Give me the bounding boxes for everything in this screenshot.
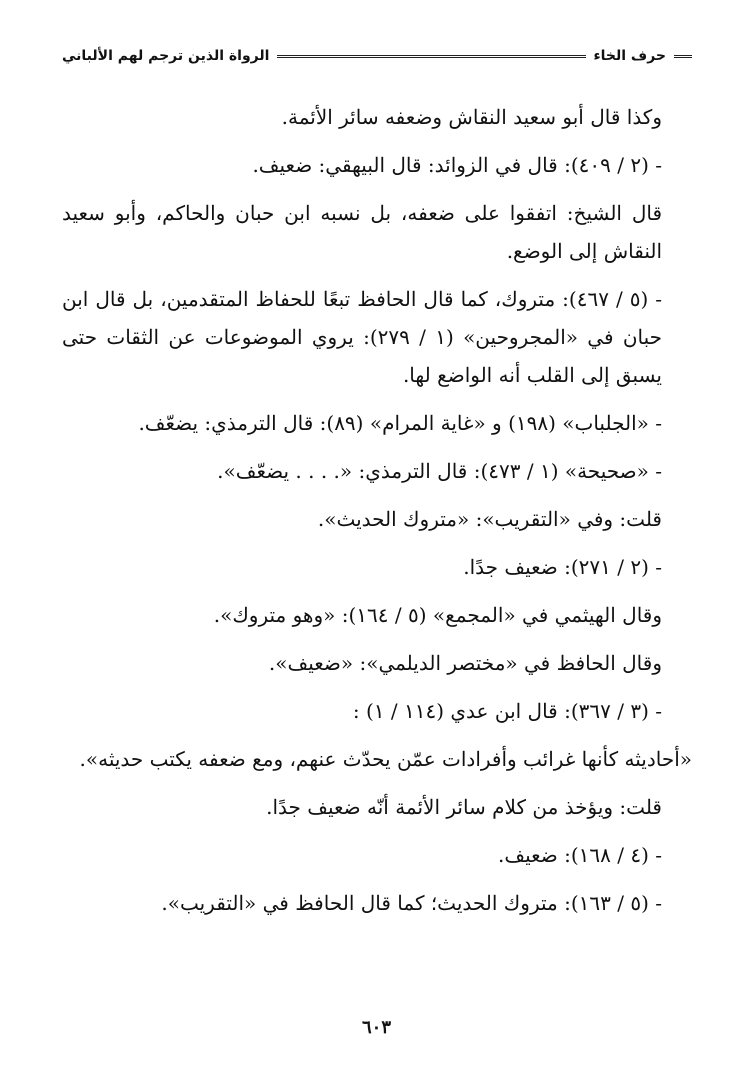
paragraph: - (٣ / ٣٦٧): قال ابن عدي (١١٤ / ١) : <box>352 699 662 723</box>
paragraph: قلت: وفي «التقريب»: «متروك الحديث». <box>317 507 662 531</box>
page-body <box>62 98 692 932</box>
header-rule <box>277 55 585 58</box>
paragraph: - (٢ / ٢٧١): ضعيف جدًا. <box>463 555 662 579</box>
paragraph: - (٥ / ٤٦٧): متروك، كما قال الحافظ تبعًا للحفاظ المتقدمين، بل قال ابن حبان في «المجروحين» (١ / ٢٧٩): يروي الموضوعات عن الثقات حتى يسبق إلى القلب أنه الواضع لها. <box>62 287 662 387</box>
paragraph: - (٢ / ٤٠٩): قال في الزوائد: قال البيهقي: ضعيف. <box>252 153 662 177</box>
paragraph: قلت: ويؤخذ من كلام سائر الأئمة أنّه ضعيف جدًا. <box>266 795 662 819</box>
paragraph: - (٤ / ١٦٨): ضعيف. <box>498 843 662 867</box>
quotation: «أحاديثه كأنها غرائب وأفرادات عمّن يحدّث عنهم، ومع ضعفه يكتب حديثه». <box>79 747 692 771</box>
paragraph: - (٥ / ١٦٣): متروك الحديث؛ كما قال الحافظ في «التقريب». <box>161 891 662 915</box>
paragraph: - «صحيحة» (١ / ٤٧٣): قال الترمذي: «. . . . يضعّف». <box>217 459 662 483</box>
paragraph: قال الشيخ: اتفقوا على ضعفه، بل نسبه ابن حبان والحاكم، وأبو سعيد النقاش إلى الوضع. <box>62 201 662 263</box>
chapter-title: حرف الخاء <box>593 48 666 64</box>
page-number: ٦٠٣ <box>361 1017 391 1038</box>
book-title: الرواة الذين ترجم لهم الألباني <box>62 48 270 64</box>
paragraph: وقال الحافظ في «مختصر الديلمي»: «ضعيف». <box>268 651 662 675</box>
paragraph: - «الجلباب» (١٩٨) و «غاية المرام» (٨٩): قال الترمذي: يضعّف. <box>138 411 662 435</box>
paragraph: وكذا قال أبو سعيد النقاش وضعفه سائر الأئمة. <box>281 105 662 129</box>
running-header <box>62 38 692 74</box>
paragraph: وقال الهيثمي في «المجمع» (٥ / ١٦٤): «وهو متروك». <box>213 603 662 627</box>
header-ornament-left <box>674 55 692 58</box>
